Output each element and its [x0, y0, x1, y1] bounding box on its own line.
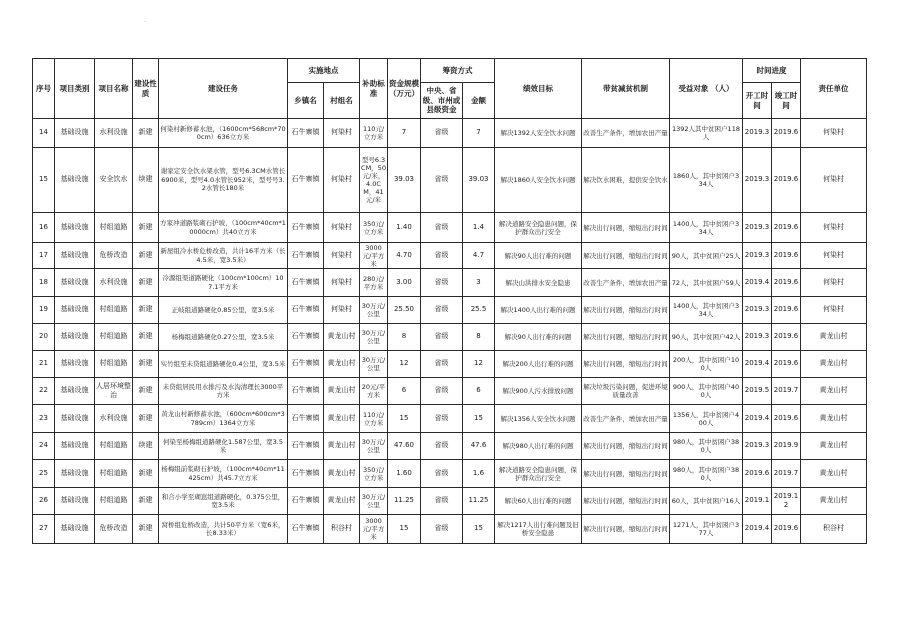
- village-cell: 积谷村: [324, 515, 360, 544]
- goal-cell: 解决1356人安全饮水问题: [495, 405, 582, 433]
- header-timeline: 时间进度: [743, 59, 801, 83]
- unit-cell: 黄龙山村: [801, 351, 867, 378]
- category-cell: 基础设施: [55, 148, 95, 213]
- unit-cell: 何染村: [801, 119, 867, 148]
- nature-cell: 新建: [133, 297, 159, 324]
- table-row: [33, 433, 867, 460]
- goal-cell: 解决1392人安全饮水问题: [495, 119, 582, 148]
- header-standard: 补助标准: [360, 59, 388, 119]
- seq-cell: 26: [33, 488, 55, 515]
- town-cell: 石牛寨镇: [288, 460, 324, 488]
- start-cell: 2019.3: [743, 148, 772, 213]
- name-cell: 村组道路: [95, 460, 133, 488]
- standard-cell: 350元/立方米: [360, 460, 388, 488]
- start-cell: 2019.3: [743, 324, 772, 351]
- unit-cell: 黄龙山村: [801, 488, 867, 515]
- amount-cell: 25.5: [463, 297, 495, 324]
- standard-cell: 30万元/公里: [360, 351, 388, 378]
- unit-cell: 何染村: [801, 297, 867, 324]
- end-cell: 2019.6: [772, 243, 801, 269]
- name-cell: 危桥改造: [95, 243, 133, 269]
- beneficiary-cell: 200人，其中贫困户100人: [670, 351, 743, 378]
- goal-cell: 解决山洪排水安全隐患: [495, 269, 582, 297]
- header-funding-source: 中央、省级、市州或县级资金: [421, 83, 463, 119]
- category-cell: 基础设施: [55, 324, 95, 351]
- table-row: [33, 515, 867, 544]
- seq-cell: 27: [33, 515, 55, 544]
- seq-cell: 23: [33, 405, 55, 433]
- mechanism-cell: 改善生产条件，增加农田产量: [582, 269, 670, 297]
- funding-source-cell: 省级: [421, 213, 463, 243]
- start-cell: 2019.4: [743, 351, 772, 378]
- end-cell: 2019.6: [772, 297, 801, 324]
- beneficiary-cell: 1271人，其中贫困户377人: [670, 515, 743, 544]
- category-cell: 基础设施: [55, 351, 95, 378]
- scale-cell: 39.03: [388, 148, 421, 213]
- scale-cell: 8: [388, 324, 421, 351]
- town-cell: 石牛寨镇: [288, 243, 324, 269]
- category-cell: 基础设施: [55, 243, 95, 269]
- name-cell: 人居环境整治: [95, 378, 133, 405]
- amount-cell: 11.25: [463, 488, 495, 515]
- village-cell: 黄龙山村: [324, 351, 360, 378]
- name-cell: 村组道路: [95, 488, 133, 515]
- header-start: 开工时间: [743, 83, 772, 119]
- standard-cell: 20元/平方米: [360, 378, 388, 405]
- unit-cell: 何染村: [801, 243, 867, 269]
- amount-cell: 12: [463, 351, 495, 378]
- task-cell: 新屋组冷水桥危桥改造，共计16平方米（长4.5米，宽3.5米）: [159, 243, 288, 269]
- seq-cell: 17: [33, 243, 55, 269]
- nature-cell: 新建: [133, 515, 159, 544]
- mechanism-cell: 解决出行问题，缩短出行时间: [582, 351, 670, 378]
- mechanism-cell: 解决出行问题，缩短出行时间: [582, 213, 670, 243]
- unit-cell: 黄龙山村: [801, 324, 867, 351]
- category-cell: 基础设施: [55, 213, 95, 243]
- mechanism-cell: 解决出行问题，缩短出行时间: [582, 515, 670, 544]
- table-row: [33, 324, 867, 351]
- village-cell: 何染村: [324, 148, 360, 213]
- start-cell: 2019.4: [743, 515, 772, 544]
- scale-cell: 6: [388, 378, 421, 405]
- amount-cell: 15: [463, 405, 495, 433]
- nature-cell: 新建: [133, 351, 159, 378]
- category-cell: 基础设施: [55, 378, 95, 405]
- name-cell: 村组道路: [95, 324, 133, 351]
- unit-cell: 何染村: [801, 213, 867, 243]
- end-cell: 2019.7: [772, 378, 801, 405]
- task-cell: 方家冲道路浆砌石护坡，（100cm*40cm*10000cm）共40立方米: [159, 213, 288, 243]
- village-cell: 何染村: [324, 297, 360, 324]
- town-cell: 石牛寨镇: [288, 297, 324, 324]
- start-cell: 2019.6: [743, 460, 772, 488]
- village-cell: 何染村: [324, 243, 360, 269]
- standard-cell: 3000元/平方米: [360, 243, 388, 269]
- goal-cell: 解决1400人出行难的问题: [495, 297, 582, 324]
- beneficiary-cell: 90人，其中贫困户25人: [670, 243, 743, 269]
- seq-cell: 24: [33, 433, 55, 460]
- header-funding: 筹资方式: [421, 59, 495, 83]
- funding-source-cell: 省级: [421, 148, 463, 213]
- beneficiary-cell: 90人，其中贫困户42人: [670, 324, 743, 351]
- scale-cell: 1.40: [388, 213, 421, 243]
- scale-cell: 25.50: [388, 297, 421, 324]
- table-row: [33, 297, 867, 324]
- task-cell: 何染村新修蓄水池，（1600cm*568cm*700cm）636立方米: [159, 119, 288, 148]
- nature-cell: 新建: [133, 460, 159, 488]
- goal-cell: 解决200人出行难的问题: [495, 351, 582, 378]
- name-cell: 水利设施: [95, 405, 133, 433]
- name-cell: 水利设施: [95, 269, 133, 297]
- category-cell: 基础设施: [55, 119, 95, 148]
- header-category: 项目类别: [55, 59, 95, 119]
- name-cell: 村组道路: [95, 213, 133, 243]
- funding-source-cell: 省级: [421, 351, 463, 378]
- amount-cell: 7: [463, 119, 495, 148]
- standard-cell: 30万元/公里: [360, 297, 388, 324]
- town-cell: 石牛寨镇: [288, 119, 324, 148]
- start-cell: 2019.4: [743, 405, 772, 433]
- scale-cell: 47.60: [388, 433, 421, 460]
- scale-cell: 7: [388, 119, 421, 148]
- village-cell: 黄龙山村: [324, 488, 360, 515]
- category-cell: 基础设施: [55, 460, 95, 488]
- start-cell: 2019.1: [743, 488, 772, 515]
- standard-cell: 110元/立方米: [360, 405, 388, 433]
- seq-cell: 18: [33, 269, 55, 297]
- town-cell: 石牛寨镇: [288, 148, 324, 213]
- amount-cell: 1.4: [463, 213, 495, 243]
- scale-cell: 3.00: [388, 269, 421, 297]
- amount-cell: 15: [463, 515, 495, 544]
- task-cell: 窝桥组危桥改造，共计50平方米（宽6米，长8.33米）: [159, 515, 288, 544]
- table-row: [33, 213, 867, 243]
- name-cell: 危桥改造: [95, 515, 133, 544]
- name-cell: 水利设施: [95, 119, 133, 148]
- goal-cell: 解决980人出行难的问题: [495, 433, 582, 460]
- task-cell: 杨梅组前浆砌石护坡，（100cm*40cm*11425cm）共45.7立方米: [159, 460, 288, 488]
- table-row: [33, 243, 867, 269]
- task-cell: 黄龙山村新修蓄水池，（600cm*600cm*3789cm）1364立方米: [159, 405, 288, 433]
- mechanism-cell: 解决垃圾污染问题，促进环境质量改善: [582, 378, 670, 405]
- scale-cell: 1.60: [388, 460, 421, 488]
- start-cell: 2019.3: [743, 213, 772, 243]
- category-cell: 基础设施: [55, 269, 95, 297]
- unit-cell: 黄龙山村: [801, 433, 867, 460]
- nature-cell: 新建: [133, 378, 159, 405]
- beneficiary-cell: 72人，其中贫困户59人: [670, 269, 743, 297]
- beneficiary-cell: 1400人，其中贫困户334人: [670, 297, 743, 324]
- mechanism-cell: 解决出行问题，缩短出行时间: [582, 488, 670, 515]
- header-goal: 绩效目标: [495, 59, 582, 119]
- mechanism-cell: 解决饮水困难，提供安全饮水: [582, 148, 670, 213]
- header-task: 建设任务: [159, 59, 288, 119]
- funding-source-cell: 省级: [421, 297, 463, 324]
- table-row: [33, 460, 867, 488]
- town-cell: 石牛寨镇: [288, 378, 324, 405]
- amount-cell: 4.7: [463, 243, 495, 269]
- goal-cell: 解决道路安全隐患问题，保护群众出行安全: [495, 213, 582, 243]
- seq-cell: 22: [33, 378, 55, 405]
- amount-cell: 47.6: [463, 433, 495, 460]
- standard-cell: 3000元/平方米: [360, 515, 388, 544]
- seq-cell: 25: [33, 460, 55, 488]
- scale-cell: 12: [388, 351, 421, 378]
- amount-cell: 1.6: [463, 460, 495, 488]
- start-cell: 2019.3: [743, 243, 772, 269]
- table-row: [33, 269, 867, 297]
- header-town: 乡镇名: [288, 83, 324, 119]
- standard-cell: 30万元/公里: [360, 488, 388, 515]
- start-cell: 2019.4: [743, 269, 772, 297]
- mechanism-cell: 解决出行问题，缩短出行时间: [582, 433, 670, 460]
- funding-source-cell: 省级: [421, 119, 463, 148]
- village-cell: 黄龙山村: [324, 433, 360, 460]
- goal-cell: 解决1217人出行难问题及旧桥安全隐患: [495, 515, 582, 544]
- village-cell: 何染村: [324, 213, 360, 243]
- header-nature: 建设性质: [133, 59, 159, 119]
- end-cell: 2019.9: [772, 433, 801, 460]
- task-cell: 何染至杨梅组道路硬化1.587公里，宽3.5米: [159, 433, 288, 460]
- town-cell: 石牛寨镇: [288, 488, 324, 515]
- task-cell: 杨梅组道路硬化0.27公里，宽3.5米: [159, 324, 288, 351]
- nature-cell: 新建: [133, 269, 159, 297]
- table-row: [33, 119, 867, 148]
- unit-cell: 积谷村: [801, 515, 867, 544]
- town-cell: 石牛寨镇: [288, 433, 324, 460]
- name-cell: 村组道路: [95, 297, 133, 324]
- unit-cell: 黄龙山村: [801, 405, 867, 433]
- town-cell: 石牛寨镇: [288, 351, 324, 378]
- funding-source-cell: 省级: [421, 269, 463, 297]
- nature-cell: 续建: [133, 433, 159, 460]
- standard-cell: 280元/平方米: [360, 269, 388, 297]
- standard-cell: 30万元/公里: [360, 324, 388, 351]
- village-cell: 黄龙山村: [324, 460, 360, 488]
- scale-cell: 4.70: [388, 243, 421, 269]
- funding-source-cell: 省级: [421, 405, 463, 433]
- end-cell: 2019.6: [772, 515, 801, 544]
- mechanism-cell: 改善生产条件，增加农田产量: [582, 405, 670, 433]
- funding-source-cell: 省级: [421, 433, 463, 460]
- mechanism-cell: 解决出行问题，缩短出行时间: [582, 243, 670, 269]
- table-row: [33, 488, 867, 515]
- seq-cell: 16: [33, 213, 55, 243]
- header-name: 项目名称: [95, 59, 133, 119]
- nature-cell: 新建: [133, 405, 159, 433]
- beneficiary-cell: 60人，其中贫困户16人: [670, 488, 743, 515]
- category-cell: 基础设施: [55, 515, 95, 544]
- goal-cell: 解决900人污水排放问题: [495, 378, 582, 405]
- header-mechanism: 带贫减贫机制: [582, 59, 670, 119]
- town-cell: 石牛寨镇: [288, 269, 324, 297]
- seq-cell: 19: [33, 297, 55, 324]
- mechanism-cell: 解决出行问题，缩短出行时间: [582, 324, 670, 351]
- unit-cell: 黄龙山村: [801, 460, 867, 488]
- funding-source-cell: 省级: [421, 515, 463, 544]
- category-cell: 基础设施: [55, 488, 95, 515]
- seq-cell: 15: [33, 148, 55, 213]
- project-table: [32, 58, 867, 544]
- nature-cell: 新建: [133, 488, 159, 515]
- goal-cell: 解决90人出行难的问题: [495, 324, 582, 351]
- beneficiary-cell: 1860人，其中贫困户334人: [670, 148, 743, 213]
- beneficiary-cell: 980人，其中贫困户380人: [670, 460, 743, 488]
- category-cell: 基础设施: [55, 433, 95, 460]
- task-cell: 正岐组道路硬化0.85公里，宽3.5米: [159, 297, 288, 324]
- goal-cell: 解决1860人安全饮水问题: [495, 148, 582, 213]
- end-cell: 2019.12: [772, 488, 801, 515]
- nature-cell: 新建: [133, 324, 159, 351]
- scan-mark: ·: [144, 18, 147, 26]
- seq-cell: 20: [33, 324, 55, 351]
- amount-cell: 3: [463, 269, 495, 297]
- start-cell: 2019.3: [743, 433, 772, 460]
- standard-cell: 型号6.3CM，50元/米，4.0CM，41元/米: [360, 148, 388, 213]
- town-cell: 石牛寨镇: [288, 515, 324, 544]
- town-cell: 石牛寨镇: [288, 405, 324, 433]
- funding-source-cell: 省级: [421, 324, 463, 351]
- town-cell: 石牛寨镇: [288, 213, 324, 243]
- task-cell: 谢家定安全饮水架水管，型号6.3CM水管长6900米，型号4.0水管长952米，型号号3.2水管长180米: [159, 148, 288, 213]
- village-cell: 黄龙山村: [324, 324, 360, 351]
- beneficiary-cell: 980人，其中贫困户380人: [670, 433, 743, 460]
- name-cell: 村组道路: [95, 433, 133, 460]
- header-scale: 资金规模（万元）: [388, 59, 421, 119]
- beneficiary-cell: 1400人，其中贫困户334人: [670, 213, 743, 243]
- table-row: [33, 405, 867, 433]
- village-cell: 何染村: [324, 119, 360, 148]
- funding-source-cell: 省级: [421, 378, 463, 405]
- table-body: [33, 119, 867, 544]
- scale-cell: 15: [388, 405, 421, 433]
- village-cell: 黄龙山村: [324, 378, 360, 405]
- category-cell: 基础设施: [55, 405, 95, 433]
- beneficiary-cell: 1392人其中贫困户118人: [670, 119, 743, 148]
- mechanism-cell: 解决出行问题，缩短出行时间: [582, 297, 670, 324]
- task-cell: 未贷组居民用水排污及水沟清理长3000平方米: [159, 378, 288, 405]
- header-seq: 序号: [33, 59, 55, 119]
- nature-cell: 新建: [133, 119, 159, 148]
- village-cell: 何染村: [324, 269, 360, 297]
- name-cell: 村组道路: [95, 351, 133, 378]
- header-unit: 责任单位: [801, 59, 867, 119]
- funding-source-cell: 省级: [421, 460, 463, 488]
- standard-cell: 30万元/公里: [360, 433, 388, 460]
- seq-cell: 14: [33, 119, 55, 148]
- table-row: [33, 148, 867, 213]
- end-cell: 2019.6: [772, 351, 801, 378]
- scale-cell: 15: [388, 515, 421, 544]
- standard-cell: 110元/立方米: [360, 119, 388, 148]
- amount-cell: 39.03: [463, 148, 495, 213]
- nature-cell: 续建: [133, 148, 159, 213]
- funding-source-cell: 省级: [421, 243, 463, 269]
- unit-cell: 何染村: [801, 148, 867, 213]
- header-beneficiary: 受益对象 （人）: [670, 59, 743, 119]
- goal-cell: 解决道路安全隐患问题，保护群众出行安全: [495, 460, 582, 488]
- end-cell: 2019.6: [772, 213, 801, 243]
- amount-cell: 6: [463, 378, 495, 405]
- header-end: 竣工时间: [772, 83, 801, 119]
- unit-cell: 何染村: [801, 269, 867, 297]
- unit-cell: 黄龙山村: [801, 378, 867, 405]
- town-cell: 石牛寨镇: [288, 324, 324, 351]
- task-cell: 冷源组渠道路硬化（100cm*100cm）107.1平方米: [159, 269, 288, 297]
- task-cell: 实竹组至未贷组道路硬化0.4公里，宽3.5米: [159, 351, 288, 378]
- start-cell: 2019.3: [743, 297, 772, 324]
- village-cell: 黄龙山村: [324, 405, 360, 433]
- mechanism-cell: 改善生产条件，增加农田产量: [582, 119, 670, 148]
- category-cell: 基础设施: [55, 297, 95, 324]
- goal-cell: 解决60人出行难的问题: [495, 488, 582, 515]
- beneficiary-cell: 900人，其中贫困户400人: [670, 378, 743, 405]
- nature-cell: 新建: [133, 243, 159, 269]
- end-cell: 2019.7: [772, 460, 801, 488]
- nature-cell: 新建: [133, 213, 159, 243]
- end-cell: 2019.6: [772, 324, 801, 351]
- scale-cell: 11.25: [388, 488, 421, 515]
- beneficiary-cell: 1356人，其中贫困户400人: [670, 405, 743, 433]
- header-village: 村组名: [324, 83, 360, 119]
- amount-cell: 8: [463, 324, 495, 351]
- end-cell: 2019.6: [772, 119, 801, 148]
- funding-source-cell: 省级: [421, 488, 463, 515]
- end-cell: 2019.6: [772, 405, 801, 433]
- end-cell: 2019.6: [772, 148, 801, 213]
- standard-cell: 350元/立方米: [360, 213, 388, 243]
- name-cell: 安全饮水: [95, 148, 133, 213]
- header-location: 实施地点: [288, 59, 360, 83]
- table-row: [33, 351, 867, 378]
- mechanism-cell: 解决出行问题，缩短出行时间: [582, 460, 670, 488]
- seq-cell: 21: [33, 351, 55, 378]
- header-amount: 金额: [463, 83, 495, 119]
- table-row: [33, 378, 867, 405]
- goal-cell: 解决90人出行难的问题: [495, 243, 582, 269]
- end-cell: 2019.6: [772, 269, 801, 297]
- task-cell: 和合小学至瑚崽组道路硬化，0.375公里，宽3.5米: [159, 488, 288, 515]
- start-cell: 2019.3: [743, 119, 772, 148]
- start-cell: 2019.5: [743, 378, 772, 405]
